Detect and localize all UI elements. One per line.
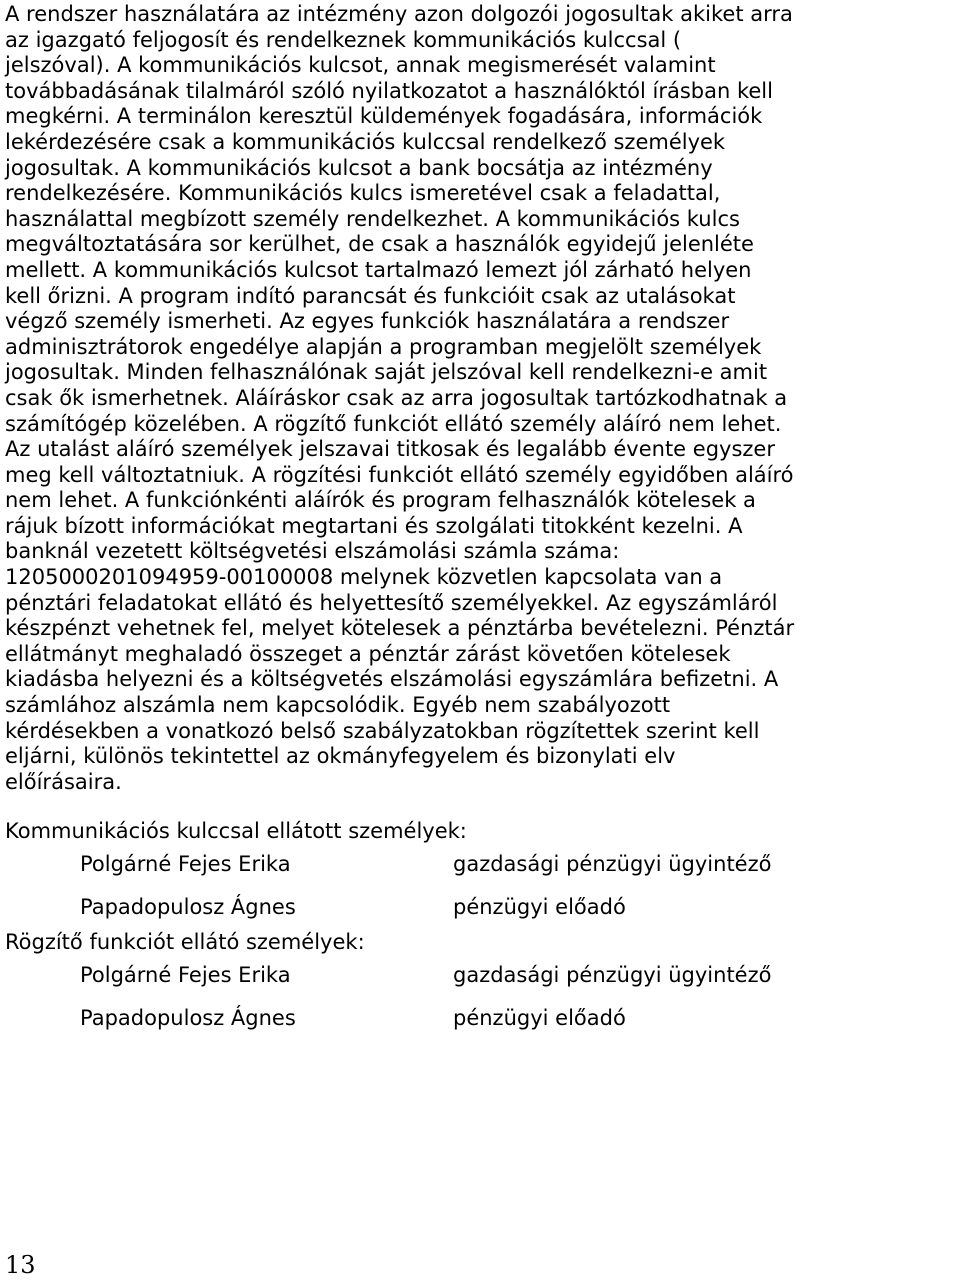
person-role: gazdasági pénzügyi ügyintéző [453,852,772,877]
body-paragraph [5,2,955,795]
paragraph-line: megváltoztatására sor kerülhet, de csak a használók egyidejű jelenléte [5,232,754,257]
list-item [5,959,955,1002]
page-number: 13 [5,1251,36,1279]
person-name: Polgárné Fejes Erika [80,963,291,988]
paragraph-line: kiadásba helyezni és a költségvetés elszámolási egyszámlára befizetni. A [5,667,779,692]
key-holders-list [5,848,955,933]
paragraph-line: meg kell változtatniuk. A rögzítési funkciót ellátó személy egyidőben aláíró [5,462,794,487]
paragraph-line: kérdésekben a vonatkozó belső szabályzatokban rögzítettek szerint kell [5,718,760,743]
recorders-list [5,959,955,1044]
paragraph-line: jogosultak. A kommunikációs kulcsot a bank bocsátja az intézmény [5,155,713,180]
key-holders-heading: Kommunikációs kulccsal ellátott személyek: [5,819,467,844]
list-item [5,1002,955,1045]
person-name: Polgárné Fejes Erika [80,852,291,877]
paragraph-line: pénztári feladatokat ellátó és helyettesítő személyekkel. Az egyszámláról [5,590,778,615]
paragraph-line: készpénzt vehetnek fel, melyet kötelesek a pénztárba bevételezni. Pénztár [5,616,795,641]
paragraph-line: továbbadásának tilalmáról szóló nyilatkozatot a használóktól írásban kell [5,78,773,103]
document-page [5,2,955,1044]
paragraph-line: mellett. A kommunikációs kulcsot tartalmazó lemezt jól zárható helyen [5,257,752,282]
paragraph-line: csak ők ismerhetnek. Aláíráskor csak az arra jogosultak tartózkodhatnak a [5,385,788,410]
paragraph-line: adminisztrátorok engedélye alapján a programban megjelölt személyek [5,334,762,359]
paragraph-line: ellátmányt meghaladó összeget a pénztár zárást követően kötelesek [5,641,731,666]
person-role: pénzügyi előadó [453,1005,626,1030]
paragraph-line: 12050002010949​59-00100008 melynek közvetlen kapcsolata van a [5,565,723,590]
paragraph-line: kell őrizni. A program indító parancsát és funkcióit csak az utalásokat [5,283,736,308]
paragraph-line: jogosultak. Minden felhasználónak saját jelszóval kell rendelkezni-e amit [5,360,768,385]
paragraph-line: lekérdezésére csak a kommunikációs kulccsal rendelkező személyek [5,129,726,154]
paragraph-line: rendelkezésére. Kommunikációs kulcs ismeretével csak a feladattal, [5,181,721,206]
paragraph-line: megkérni. A terminálon keresztül küldemények fogadására, információk [5,104,763,129]
paragraph-line: előírásaira. [5,769,122,794]
person-role: pénzügyi előadó [453,894,626,919]
paragraph-line: Az utalást aláíró személyek jelszavai titkosak és legalább évente egyszer [5,437,775,462]
paragraph-line: az igazgató feljogosít és rendelkeznek kommunikációs kulccsal ( [5,27,682,52]
paragraph-line: számítógép közelében. A rögzítő funkciót ellátó személy aláíró nem lehet. [5,411,782,436]
paragraph-line: számlához alszámla nem kapcsolódik. Egyéb nem szabályozott [5,693,671,718]
list-item [5,848,955,891]
paragraph-line: használattal megbízott személy rendelkezhet. A kommunikációs kulcs [5,206,740,231]
list-item [5,891,955,934]
paragraph-line: nem lehet. A funkciónkénti aláírók és program felhasználók kötelesek a [5,488,756,513]
paragraph-line: rájuk bízott információkat megtartani és szolgálati titokként kezelni. A [5,513,743,538]
paragraph-line: A rendszer használatára az intézmény azon dolgozói jogosultak akiket arra [5,2,793,26]
person-role: gazdasági pénzügyi ügyintéző [453,963,772,988]
person-name: Papadopulosz Ágnes [80,894,296,919]
paragraph-line: eljárni, különös tekintettel az okmányfegyelem és bizonylati elv [5,744,676,769]
recorders-heading: Rögzítő funkciót ellátó személyek: [5,930,365,955]
paragraph-line: jelszóval). A kommunikációs kulcsot, annak megismerését valamint [5,53,716,78]
paragraph-line: banknál vezetett költségvetési elszámolási számla száma: [5,539,620,564]
paragraph-line: végző személy ismerheti. Az egyes funkciók használatára a rendszer [5,309,730,334]
person-name: Papadopulosz Ágnes [80,1005,296,1030]
